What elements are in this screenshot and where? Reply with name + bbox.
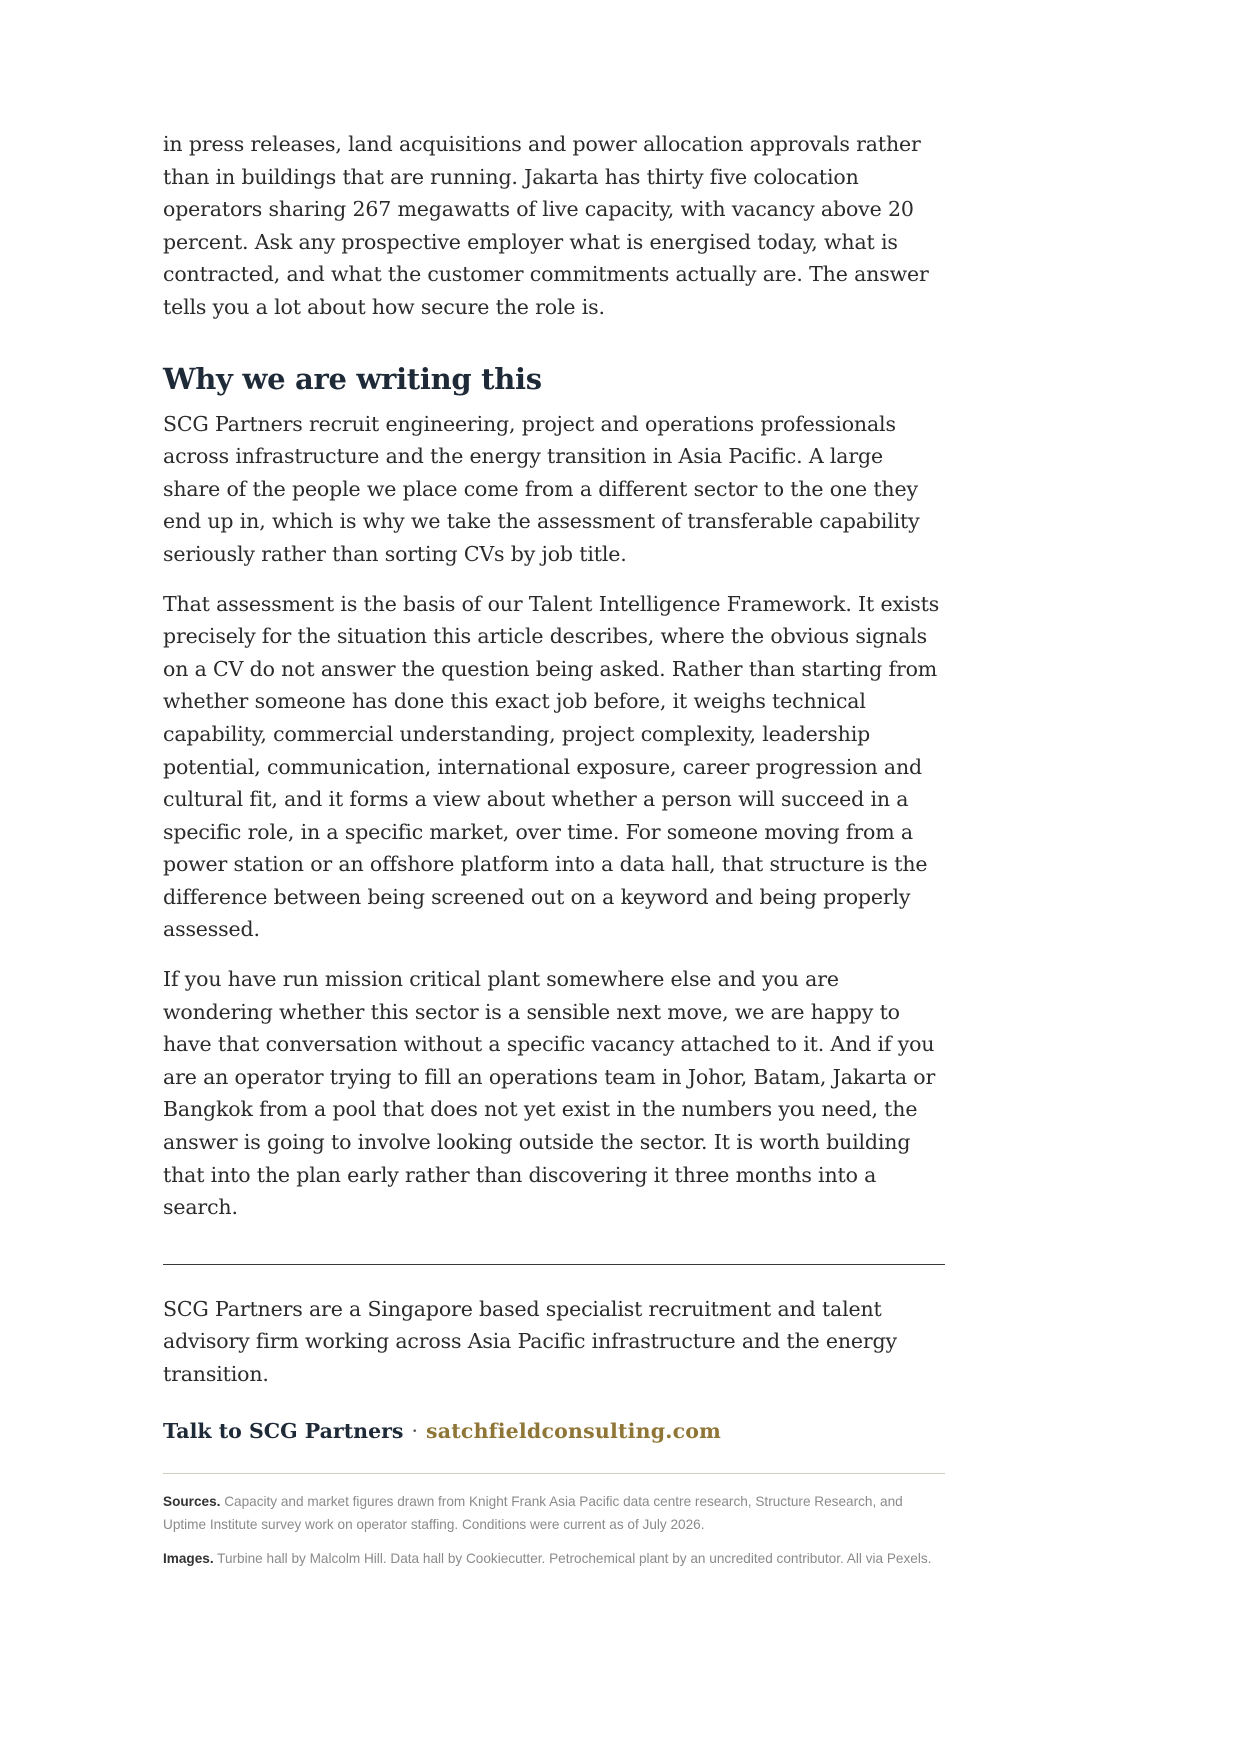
divider [163,1264,945,1265]
images-text: Turbine hall by Malcolm Hill. Data hall by Cookiecutter. Petrochemical plant by an uncredited contributor. All via Pexels. [217,1550,932,1566]
website-link[interactable]: satchfieldconsulting.com [426,1418,722,1443]
sources-note [163,1490,945,1537]
contact-separator: · [411,1418,418,1443]
contact-label: Talk to SCG Partners [163,1418,404,1443]
notes-divider [163,1473,945,1474]
sources-label: Sources. [163,1493,221,1509]
contact-line [163,1419,945,1443]
images-label: Images. [163,1550,214,1566]
images-note [163,1547,945,1571]
section-heading: Why we are writing this [163,361,542,396]
about-paragraph: SCG Partners are a Singapore based specialist recruitment and talent advisory firm working across Asia Pacific infrastructure and the energy transition. [163,1296,897,1386]
section-paragraph-2: That assessment is the basis of our Talent Intelligence Framework. It exists precisely for the situation this article describes, where the obvious signals on a CV do not answer the question being asked. Rather than starting from whether someone has done this exact job before, it weighs technical capability, commercial understanding, project complexity, leadership potential, communication, international exposure, career progression and cultural fit, and it forms a view about whether a person will succeed in a specific role, in a specific market, over time. For someone moving from a power station or an offshore platform into a data hall, that structure is the difference between being screened out on a keyword and being properly assessed. [163,591,940,942]
sources-text: Capacity and market figures drawn from Knight Frank Asia Pacific data centre research, Structure Research, and Uptime Institute survey work on operator staffing. Conditions were current as of July 2026. [163,1493,903,1533]
article-page [163,128,945,1580]
intro-paragraph: in press releases, land acquisitions and power allocation approvals rather than in buildings that are running. Jakarta has thirty five colocation operators sharing 267 megawatts of live capacity, with vacancy above 20 percent. Ask any prospective employer what is energised today, what is contracted, and what the customer commitments actually are. The answer tells you a lot about how secure the role is. [163,132,929,319]
section-paragraph-3: If you have run mission critical plant somewhere else and you are wondering whether this sector is a sensible next move, we are happy to have that conversation without a specific vacancy attached to it. And if you are an operator trying to fill an operations team in Johor, Batam, Jakarta or Bangkok from a pool that does not yet exist in the numbers you need, the answer is going to involve looking outside the sector. It is worth building that into the plan early rather than discovering it three months into a search. [163,967,936,1220]
section-paragraph-1: SCG Partners recruit engineering, project and operations professionals across infrastructure and the energy transition in Asia Pacific. A large share of the people we place come from a different sector to the one they end up in, which is why we take the assessment of transferable capability seriously rather than sorting CVs by job title. [163,411,920,566]
